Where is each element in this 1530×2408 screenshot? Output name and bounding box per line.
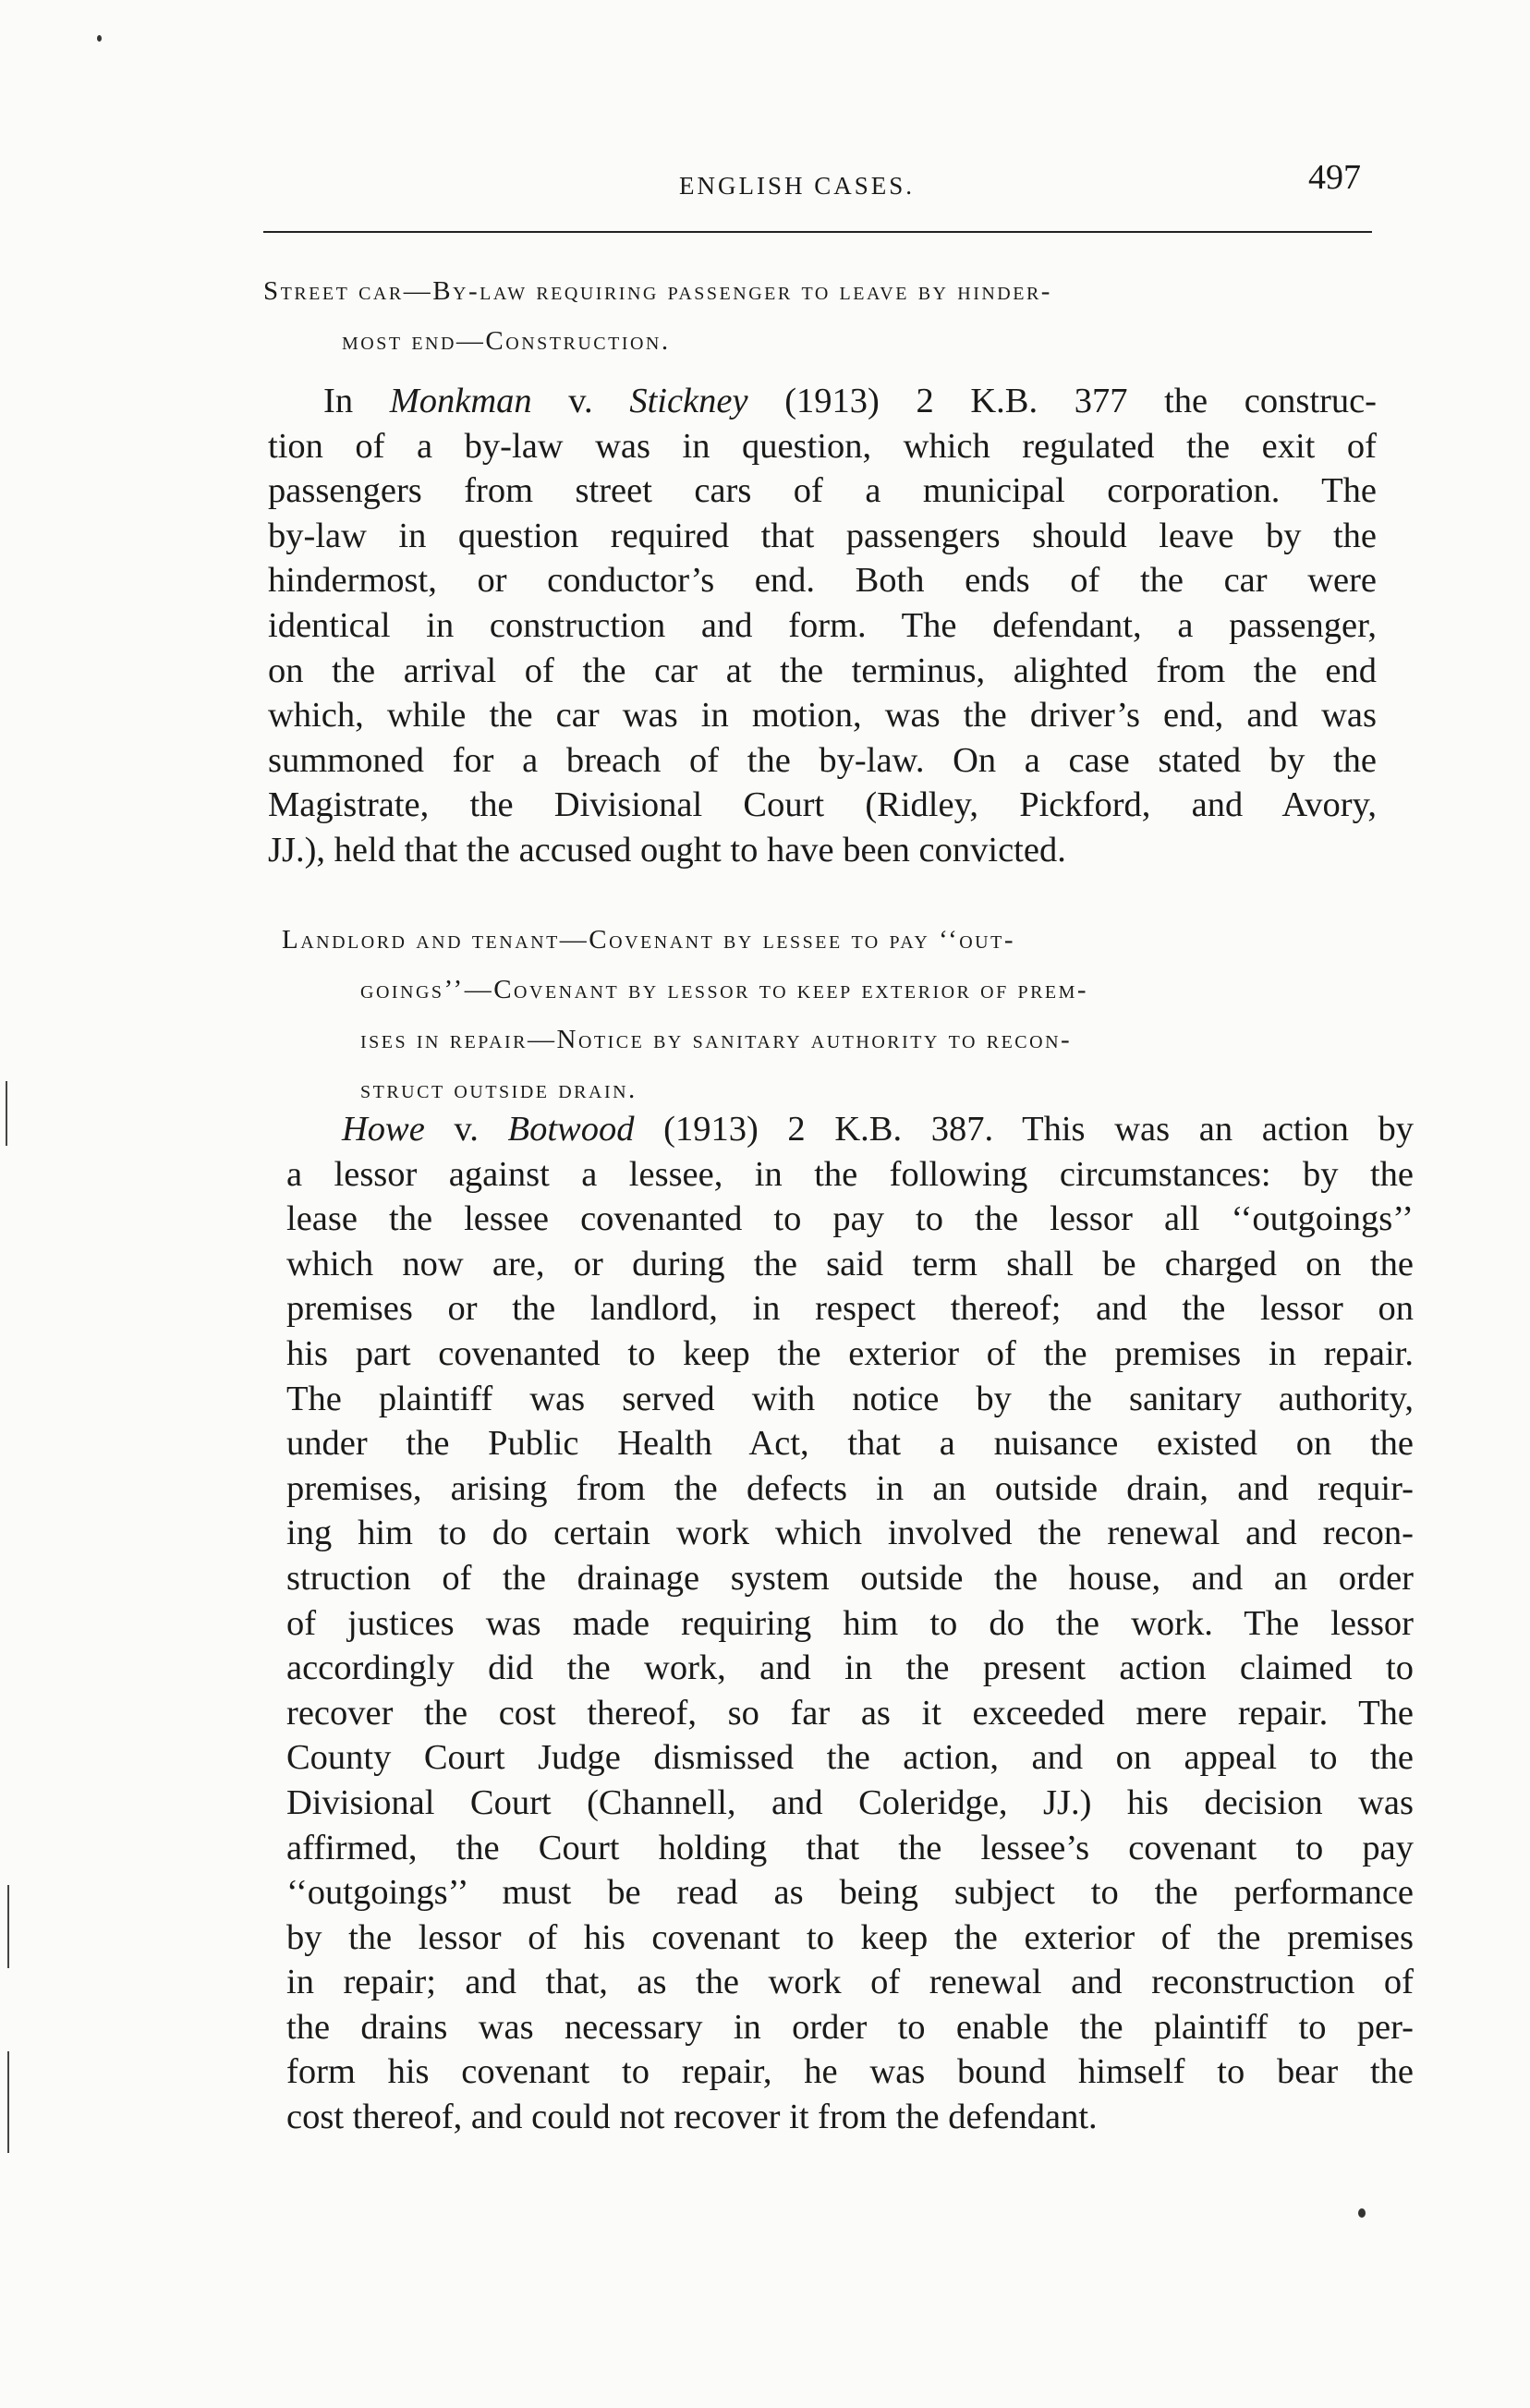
running-head: [263, 157, 1372, 222]
scan-edge-mark: [7, 2051, 9, 2153]
text-run: v.: [424, 1110, 508, 1149]
text-run: v.: [531, 382, 630, 420]
case-name: Monkman: [389, 382, 532, 420]
heading-line: Street car—By-law requiring passenger to leave by hinder-: [263, 276, 1052, 306]
text-line: JJ.), held that the accused ought to have been convicted.: [268, 830, 1066, 870]
scan-speck: [1358, 2208, 1366, 2218]
text-line: Divisional Court (Channell, and Coleridge, JJ.) his decision was: [286, 1782, 1414, 1822]
text-line: in repair; and that, as the work of renewal and reconstruction of: [286, 1963, 1414, 2002]
text-line: which now are, or during the said term shall be charged on the: [286, 1244, 1414, 1283]
text-run: (1913) 2 K.B. 387. This was an action by: [634, 1110, 1414, 1149]
paragraph-monkman-v-stickney: [268, 379, 1377, 873]
text-line: hindermost, or conductor’s end. Both ends of the car were: [268, 561, 1377, 601]
text-line: [286, 1107, 1414, 1152]
case-name: Botwood: [507, 1110, 635, 1149]
text-line: his part covenanted to keep the exterior of the premises in repair.: [286, 1333, 1414, 1373]
text-line: ‘‘outgoings’’ must be read as being subject to the performance: [286, 1873, 1414, 1913]
text-line: premises or the landlord, in respect thereof; and the lessor on: [286, 1289, 1414, 1329]
text-line: a lessor against a lessee, in the following circumstances: by the: [286, 1154, 1414, 1194]
text-line: summoned for a breach of the by-law. On a case stated by the: [268, 740, 1377, 780]
section-heading-street-car: [263, 266, 1372, 366]
scan-edge-mark: [6, 1081, 7, 1146]
case-name: Stickney: [629, 382, 748, 420]
text-run: (1913) 2 K.B. 377 the construc-: [747, 382, 1377, 420]
text-line: form his covenant to repair, he was bound himself to bear the: [286, 2052, 1414, 2092]
text-line: lease the lessee covenanted to pay to the lessor all ‘‘outgoings’’: [286, 1199, 1414, 1239]
heading-line: ises in repair—Notice by sanitary authority to recon-: [360, 1025, 1073, 1054]
running-title: ENGLISH CASES.: [679, 172, 916, 200]
text-line: by the lessor of his covenant to keep the exterior of the premises: [286, 1917, 1414, 1957]
section-heading-landlord-tenant: [282, 915, 1386, 1114]
heading-line: goings’’—Covenant by lessor to keep exterior of prem-: [360, 975, 1089, 1004]
text-line: County Court Judge dismissed the action, and on appeal to the: [286, 1738, 1414, 1778]
text-line: affirmed, the Court holding that the lessee’s covenant to pay: [286, 1828, 1414, 1867]
text-run: In: [323, 382, 390, 420]
text-line: tion of a by-law was in question, which regulated the exit of: [268, 426, 1377, 466]
heading-line: Landlord and tenant—Covenant by lessee to pay ‘‘out-: [282, 925, 1015, 955]
text-line: identical in construction and form. The defendant, a passenger,: [268, 605, 1377, 645]
text-line: accordingly did the work, and in the present action claimed to: [286, 1648, 1414, 1688]
heading-line: most end—Construction.: [342, 326, 671, 356]
text-line: recover the cost thereof, so far as it exceeded mere repair. The: [286, 1693, 1414, 1733]
text-line: The plaintiff was served with notice by the sanitary authority,: [286, 1379, 1414, 1418]
paragraph-howe-v-botwood: [286, 1107, 1414, 2140]
text-line: the drains was necessary in order to enable the plaintiff to per-: [286, 2007, 1414, 2047]
text-line: on the arrival of the car at the terminus, alighted from the end: [268, 651, 1377, 690]
text-line: struction of the drainage system outside the house, and an order: [286, 1558, 1414, 1598]
text-line: under the Public Health Act, that a nuisance existed on the: [286, 1424, 1414, 1464]
text-line: cost thereof, and could not recover it from the defendant.: [286, 2098, 1098, 2137]
text-line: which, while the car was in motion, was the driver’s end, and was: [268, 696, 1377, 736]
scan-edge-mark: [7, 1885, 9, 1968]
text-line: passengers from street cars of a municipal corporation. The: [268, 471, 1377, 511]
case-name: Howe: [342, 1110, 425, 1149]
text-line: by-law in question required that passengers should leave by the: [268, 516, 1377, 555]
heading-line: struct outside drain.: [360, 1075, 638, 1104]
text-line: of justices was made requiring him to do the work. The lessor: [286, 1603, 1414, 1643]
text-line: premises, arising from the defects in an outside drain, and requir-: [286, 1468, 1414, 1508]
scan-speck: [97, 35, 102, 42]
page-number: 497: [1308, 158, 1361, 197]
text-line: ing him to do certain work which involved the renewal and recon-: [286, 1514, 1414, 1553]
header-rule: [263, 231, 1372, 233]
text-line: [268, 379, 1377, 424]
text-line: Magistrate, the Divisional Court (Ridley, Pickford, and Avory,: [268, 785, 1377, 825]
